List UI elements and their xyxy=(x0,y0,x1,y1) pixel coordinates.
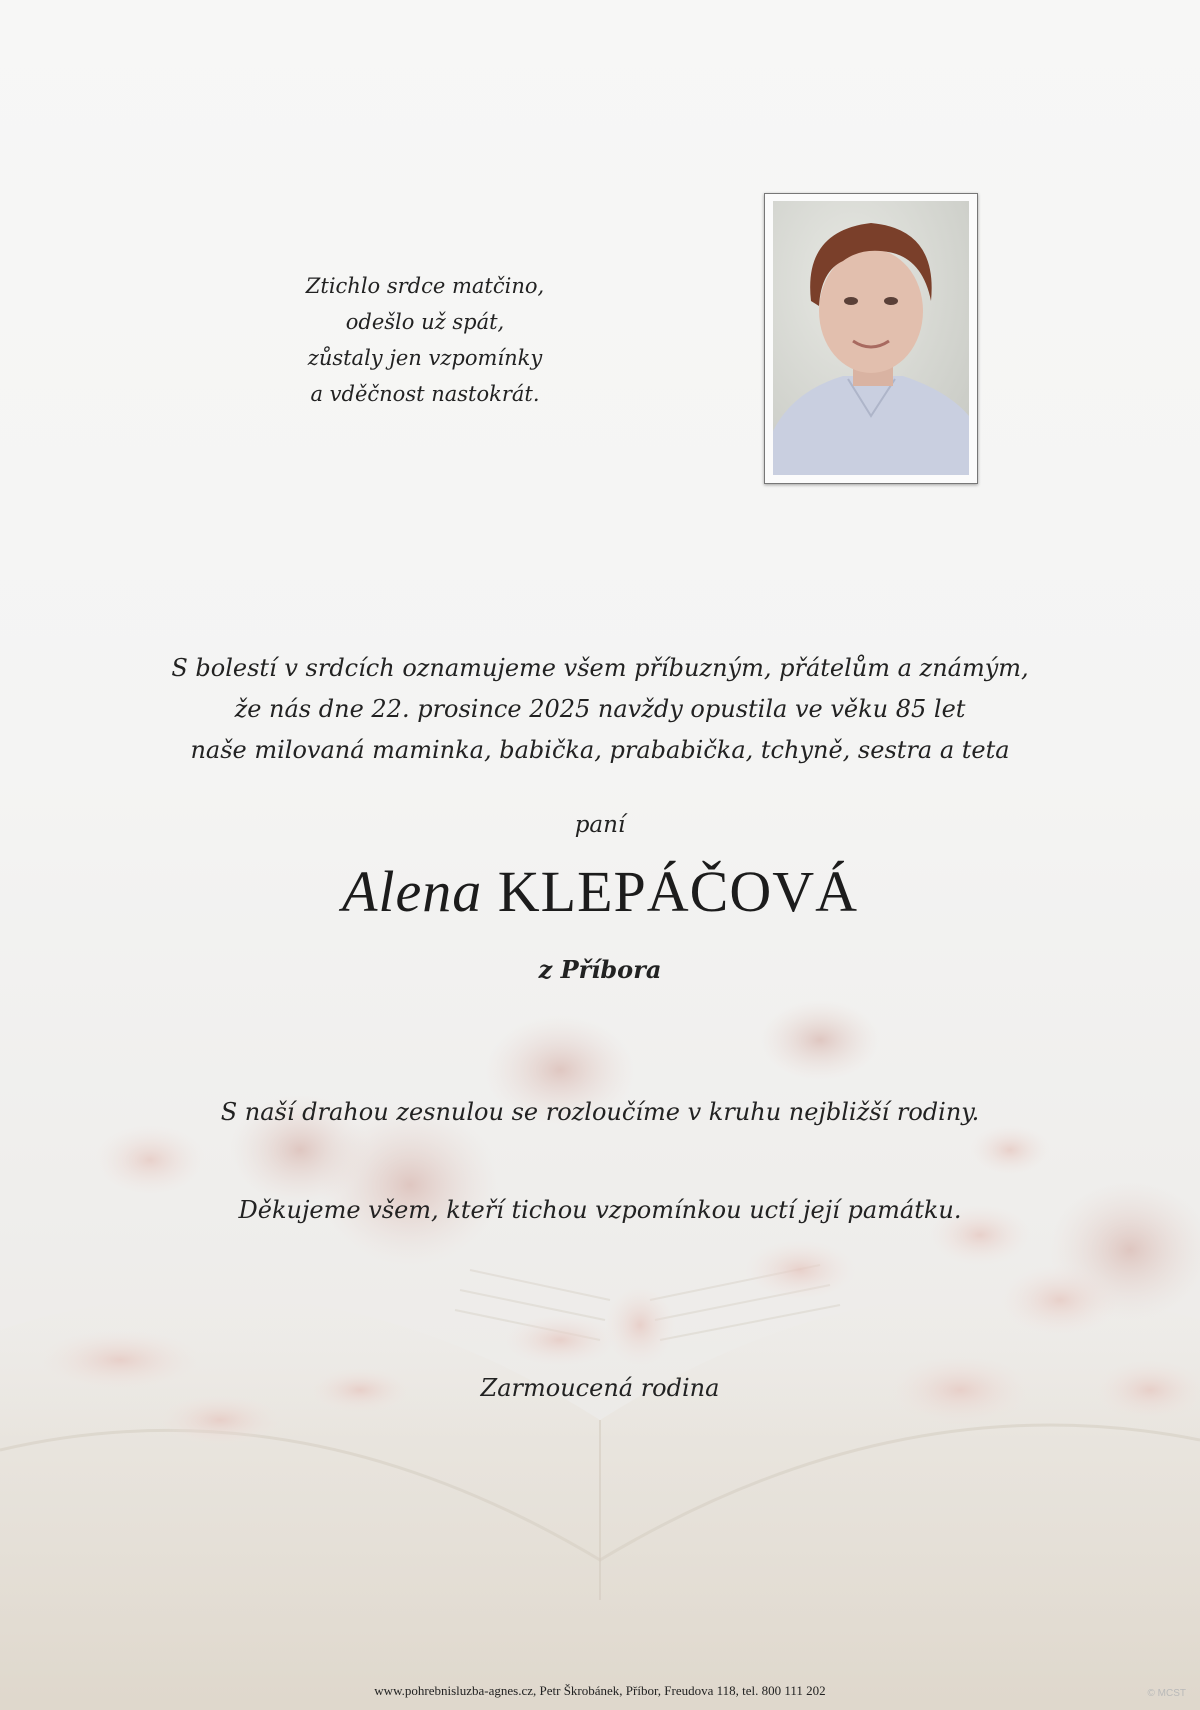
portrait-frame xyxy=(764,193,978,484)
funeral-service-footer: www.pohrebnisluzba-agnes.cz, Petr Škrobánek, Příbor, Freudova 118, tel. 800 111 202 xyxy=(374,1683,826,1698)
portrait-photo xyxy=(773,201,969,475)
salutation: paní xyxy=(574,812,626,838)
memorial-poem xyxy=(250,268,600,412)
copyright-mark: © MCST xyxy=(1147,1688,1186,1699)
announcement-line: že nás dne 22. prosince 2025 navždy opustila ve věku 85 let xyxy=(234,695,966,723)
farewell-text: S naší drahou zesnulou se rozloučíme v kruhu nejbližší rodiny. xyxy=(220,1098,980,1126)
announcement-text xyxy=(0,648,1200,771)
deceased-last-name: KLEPÁČOVÁ xyxy=(497,859,859,924)
announcement-line: S bolestí v srdcích oznamujeme všem příbuzným, přátelům a známým, xyxy=(171,654,1029,682)
deceased-name xyxy=(0,858,1200,925)
thanks-text: Děkujeme všem, kteří tichou vzpomínkou uctí její památku. xyxy=(238,1196,962,1224)
announcement-line: naše milovaná maminka, babička, prababička, tchyně, sestra a teta xyxy=(190,736,1010,764)
deceased-origin: z Příbora xyxy=(538,955,662,984)
poem-line: Ztichlo srdce matčino, xyxy=(305,274,545,298)
signature-family: Zarmoucená rodina xyxy=(480,1374,720,1402)
deceased-first-name: Alena xyxy=(341,859,483,924)
poem-line: odešlo už spát, xyxy=(345,310,505,334)
poem-line: zůstaly jen vzpomínky xyxy=(307,346,543,370)
poem-line: a vděčnost nastokrát. xyxy=(310,382,540,406)
